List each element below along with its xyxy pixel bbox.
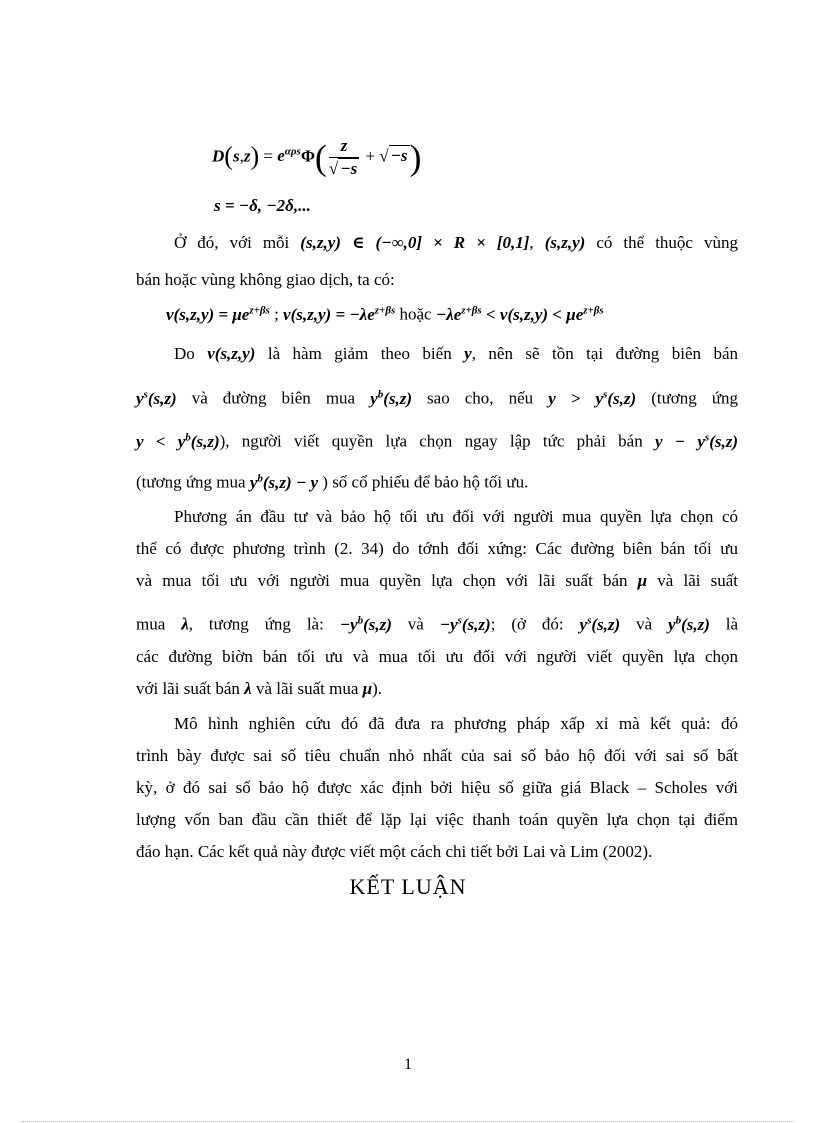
- page-number: 1: [404, 1056, 412, 1073]
- text-fragment: và mua tối ưu với người mua quyền lựa chọn với lãi suất bán: [136, 571, 628, 590]
- text-fragment: hoặc: [399, 304, 432, 324]
- text-fragment: kỳ, ở đó sai số bảo hộ được xác định bởi hiệu số giữa giá Black – Scholes với: [136, 778, 738, 797]
- paragraph-3-line-4: mua λ, tương ứng là: $-y^b(s,z)$ và $-y^s(s,z)$; (ở đó: $y^s(s,z)$ và $y^b(s,z)$ là: [136, 614, 739, 634]
- equation-s-values: s = −δ, −2δ,...: [214, 196, 311, 215]
- paragraph-3-line-2: [136, 538, 738, 560]
- text-fragment: ) số cổ phiếu để bảo hộ tối ưu.: [322, 472, 529, 492]
- paragraph-3-line-5: [136, 646, 738, 668]
- paragraph-4-line-4: [136, 809, 738, 831]
- text-fragment: (tương ứng mua: [136, 472, 246, 492]
- equation-v-function: $v(s,z,y) = \mu e^{z+\beta s}$ ; $v(s,z,y) = -\lambda e^{z+\beta s}$ hoặc $-\lambda e^{z+\beta s} < v(s,z,y) < \mu e^{z+\beta s}$: [166, 304, 604, 324]
- paragraph-2-line-1: [136, 343, 738, 365]
- text-fragment: bán hoặc vùng không giao dịch, ta có:: [136, 270, 395, 289]
- text-fragment: ), người viết quyền lựa chọn ngay lập tức phải bán: [219, 431, 643, 451]
- text-fragment: mua: [136, 614, 166, 634]
- text-fragment: trình bày được sai số tiêu chuẩn nhỏ nhất của sai số bảo hộ đối với sai số bất: [136, 746, 738, 765]
- text-fragment: ).: [372, 679, 383, 698]
- text-fragment: , nên sẽ tồn tại đường biên bán: [471, 344, 739, 363]
- text-fragment: sao cho, nếu: [427, 388, 534, 408]
- text-fragment: và lãi suất mua: [255, 679, 359, 698]
- text-fragment: và: [407, 614, 424, 634]
- text-fragment: có thể thuộc vùng: [596, 233, 739, 252]
- text-fragment: (tương ứng: [651, 388, 739, 408]
- text-fragment: đáo hạn. Các kết quả này được viết một cách chi tiết bởi Lai và Lim (2002).: [136, 842, 653, 861]
- paragraph-4-line-2: [136, 745, 738, 767]
- paragraph-2-line-2: $y^s(s,z)$ và đường biên mua $y^b(s,z)$ sao cho, nếu $y > y^s(s,z)$ (tương ứng: [136, 388, 739, 408]
- text-fragment: với lãi suất bán: [136, 679, 240, 698]
- text-fragment: Do: [174, 344, 195, 363]
- paragraph-3-line-6: với lãi suất bán λ và lãi suất mua μ).: [136, 679, 383, 698]
- paragraph-3-line-3: và mua tối ưu với người mua quyền lựa chọn với lãi suất bán μ và lãi suất: [136, 571, 739, 590]
- paragraph-4-line-3: [136, 777, 738, 799]
- text-fragment: ; (ở đó:: [490, 614, 564, 634]
- text-fragment: và: [636, 614, 653, 634]
- section-heading: KẾT LUẬN: [349, 874, 467, 899]
- math-v: v(s,z,y): [207, 344, 256, 363]
- text-fragment: và đường biên mua: [191, 388, 356, 408]
- text-fragment: là: [725, 614, 739, 634]
- paragraph-1-line-2: [136, 269, 738, 291]
- text-fragment: các đường biờn bán tối ưu và mua tối ưu đối với người viết quyền lựa chọn: [136, 647, 738, 666]
- text-fragment: Ở đó, với mỗi: [174, 233, 290, 252]
- paragraph-1-line-1: [136, 232, 738, 254]
- equation-d-function: $D(s,z) = e^{\alpha\rho s}\Phi$( $\frac{z}{√ -s}$ + √ −s): [212, 136, 422, 178]
- paragraph-4-line-1: [136, 713, 738, 735]
- paragraph-3-line-1: [136, 506, 738, 528]
- footer-divider: [22, 1121, 794, 1122]
- math-tuple: (s,z,y): [544, 233, 586, 252]
- paragraph-2-line-4: (tương ứng mua $y^b(s,z) - y$ ) số cổ phiếu để bảo hộ tối ưu.: [136, 472, 529, 492]
- math-y: y: [464, 344, 472, 363]
- text-fragment: và lãi suất: [657, 571, 739, 590]
- text-fragment: lượng vốn ban đầu cần thiết để lặp lại việc thanh toán quyền lựa chọn tại điểm: [136, 810, 738, 829]
- text-fragment: là hàm giảm theo biến: [267, 344, 452, 363]
- text-fragment: , tương ứng là:: [188, 614, 324, 634]
- text-fragment: ,: [529, 233, 534, 252]
- paragraph-2-line-3: $y < y^b(s,z)$), người viết quyền lựa chọn ngay lập tức phải bán $y - y^s(s,z)$: [136, 431, 738, 451]
- text-fragment: Phương án đầu tư và bảo hộ tối ưu đối với người mua quyền lựa chọn có: [174, 507, 738, 526]
- text-fragment: Mô hình nghiên cứu đó đã đưa ra phương pháp xấp xỉ mà kết quả: đó: [174, 714, 738, 733]
- text-fragment: thể có được phương trình (2. 34) do tớnh đối xứng: Các đường biên bán tối ưu: [136, 539, 738, 558]
- math-domain: (s,z,y) ∈ (−∞,0] × R × [0,1]: [300, 233, 530, 252]
- paragraph-4-line-5: [136, 841, 738, 863]
